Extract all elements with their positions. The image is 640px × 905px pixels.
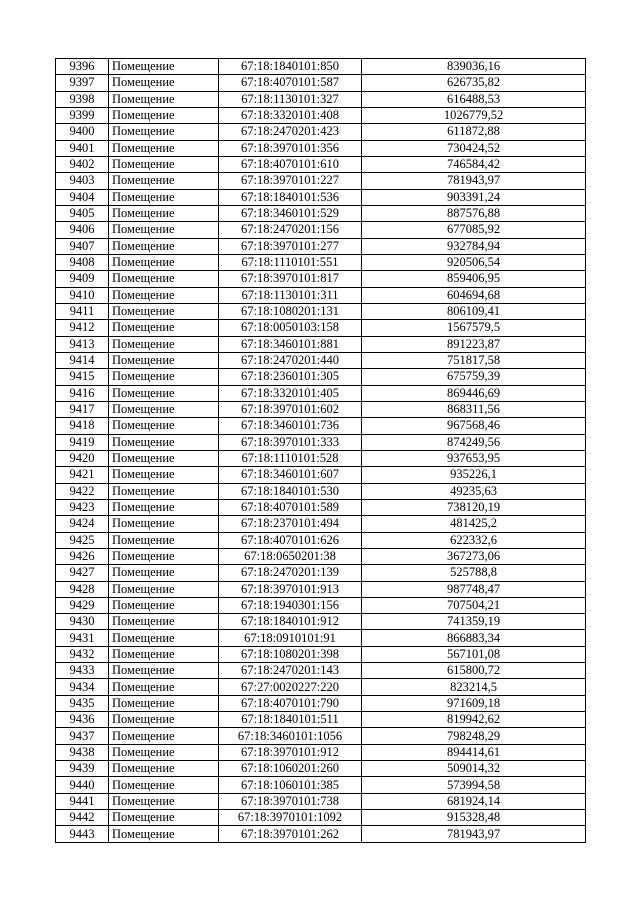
object-type-cell: Помещение (109, 467, 219, 483)
object-type-cell: Помещение (109, 254, 219, 270)
table-row (56, 695, 586, 711)
table-row (56, 728, 586, 744)
row-number-cell: 9441 (56, 793, 109, 809)
table-row (56, 712, 586, 728)
table-row (56, 124, 586, 140)
table-row (56, 516, 586, 532)
object-type-cell: Помещение (109, 336, 219, 352)
cadastral-number-cell: 67:18:1940301:156 (219, 597, 362, 613)
cadastral-value-cell: 626735,82 (362, 75, 586, 91)
row-number-cell: 9434 (56, 679, 109, 695)
property-registry-table (55, 58, 586, 843)
table-row (56, 59, 586, 75)
cadastral-number-cell: 67:18:4070101:587 (219, 75, 362, 91)
object-type-cell: Помещение (109, 532, 219, 548)
row-number-cell: 9426 (56, 548, 109, 564)
row-number-cell: 9397 (56, 75, 109, 91)
table-row (56, 663, 586, 679)
table-row (56, 434, 586, 450)
cadastral-number-cell: 67:18:3970101:277 (219, 238, 362, 254)
row-number-cell: 9406 (56, 222, 109, 238)
object-type-cell: Помещение (109, 483, 219, 499)
cadastral-number-cell: 67:18:1060101:385 (219, 777, 362, 793)
cadastral-number-cell: 67:27:0020227:220 (219, 679, 362, 695)
object-type-cell: Помещение (109, 548, 219, 564)
table-row (56, 565, 586, 581)
cadastral-number-cell: 67:18:1130101:327 (219, 91, 362, 107)
object-type-cell: Помещение (109, 663, 219, 679)
object-type-cell: Помещение (109, 222, 219, 238)
table-row (56, 777, 586, 793)
table-row (56, 810, 586, 826)
cadastral-number-cell: 67:18:3970101:912 (219, 744, 362, 760)
row-number-cell: 9420 (56, 450, 109, 466)
cadastral-number-cell: 67:18:2360101:305 (219, 369, 362, 385)
object-type-cell: Помещение (109, 156, 219, 172)
row-number-cell: 9432 (56, 646, 109, 662)
object-type-cell: Помещение (109, 303, 219, 319)
object-type-cell: Помещение (109, 565, 219, 581)
cadastral-value-cell: 738120,19 (362, 499, 586, 515)
cadastral-value-cell: 839036,16 (362, 59, 586, 75)
cadastral-number-cell: 67:18:1080201:131 (219, 303, 362, 319)
row-number-cell: 9407 (56, 238, 109, 254)
object-type-cell: Помещение (109, 679, 219, 695)
cadastral-number-cell: 67:18:3970101:227 (219, 173, 362, 189)
cadastral-number-cell: 67:18:2470201:156 (219, 222, 362, 238)
row-number-cell: 9417 (56, 401, 109, 417)
table-row (56, 271, 586, 287)
cadastral-value-cell: 481425,2 (362, 516, 586, 532)
row-number-cell: 9416 (56, 385, 109, 401)
row-number-cell: 9435 (56, 695, 109, 711)
cadastral-number-cell: 67:18:1840101:912 (219, 614, 362, 630)
cadastral-number-cell: 67:18:3460101:736 (219, 418, 362, 434)
object-type-cell: Помещение (109, 352, 219, 368)
object-type-cell: Помещение (109, 385, 219, 401)
cadastral-number-cell: 67:18:2370101:494 (219, 516, 362, 532)
row-number-cell: 9443 (56, 826, 109, 842)
row-number-cell: 9400 (56, 124, 109, 140)
cadastral-number-cell: 67:18:3970101:817 (219, 271, 362, 287)
table-row (56, 352, 586, 368)
cadastral-value-cell: 573994,58 (362, 777, 586, 793)
row-number-cell: 9402 (56, 156, 109, 172)
cadastral-value-cell: 707504,21 (362, 597, 586, 613)
cadastral-number-cell: 67:18:2470201:423 (219, 124, 362, 140)
cadastral-value-cell: 894414,61 (362, 744, 586, 760)
object-type-cell: Помещение (109, 761, 219, 777)
table-row (56, 238, 586, 254)
row-number-cell: 9442 (56, 810, 109, 826)
object-type-cell: Помещение (109, 205, 219, 221)
cadastral-number-cell: 67:18:3970101:913 (219, 581, 362, 597)
cadastral-value-cell: 903391,24 (362, 189, 586, 205)
object-type-cell: Помещение (109, 728, 219, 744)
cadastral-number-cell: 67:18:1840101:511 (219, 712, 362, 728)
row-number-cell: 9409 (56, 271, 109, 287)
cadastral-number-cell: 67:18:2470201:143 (219, 663, 362, 679)
cadastral-number-cell: 67:18:3460101:607 (219, 467, 362, 483)
table-row (56, 205, 586, 221)
cadastral-value-cell: 622332,6 (362, 532, 586, 548)
row-number-cell: 9430 (56, 614, 109, 630)
cadastral-value-cell: 798248,29 (362, 728, 586, 744)
row-number-cell: 9401 (56, 140, 109, 156)
cadastral-number-cell: 67:18:4070101:626 (219, 532, 362, 548)
cadastral-number-cell: 67:18:4070101:610 (219, 156, 362, 172)
cadastral-number-cell: 67:18:3320101:405 (219, 385, 362, 401)
cadastral-number-cell: 67:18:1840101:536 (219, 189, 362, 205)
cadastral-number-cell: 67:18:1060201:260 (219, 761, 362, 777)
cadastral-value-cell: 746584,42 (362, 156, 586, 172)
object-type-cell: Помещение (109, 614, 219, 630)
cadastral-value-cell: 615800,72 (362, 663, 586, 679)
registry-table-body (56, 59, 586, 843)
table-row (56, 401, 586, 417)
table-row (56, 548, 586, 564)
object-type-cell: Помещение (109, 91, 219, 107)
cadastral-value-cell: 859406,95 (362, 271, 586, 287)
cadastral-value-cell: 1567579,5 (362, 320, 586, 336)
cadastral-value-cell: 367273,06 (362, 548, 586, 564)
cadastral-value-cell: 751817,58 (362, 352, 586, 368)
object-type-cell: Помещение (109, 238, 219, 254)
cadastral-value-cell: 971609,18 (362, 695, 586, 711)
object-type-cell: Помещение (109, 826, 219, 842)
cadastral-number-cell: 67:18:1110101:528 (219, 450, 362, 466)
table-row (56, 450, 586, 466)
object-type-cell: Помещение (109, 75, 219, 91)
object-type-cell: Помещение (109, 744, 219, 760)
row-number-cell: 9408 (56, 254, 109, 270)
cadastral-value-cell: 567101,08 (362, 646, 586, 662)
cadastral-value-cell: 741359,19 (362, 614, 586, 630)
cadastral-value-cell: 819942,62 (362, 712, 586, 728)
cadastral-value-cell: 509014,32 (362, 761, 586, 777)
cadastral-value-cell: 49235,63 (362, 483, 586, 499)
row-number-cell: 9423 (56, 499, 109, 515)
object-type-cell: Помещение (109, 810, 219, 826)
table-row (56, 336, 586, 352)
row-number-cell: 9428 (56, 581, 109, 597)
cadastral-number-cell: 67:18:1110101:551 (219, 254, 362, 270)
object-type-cell: Помещение (109, 124, 219, 140)
cadastral-value-cell: 937653,95 (362, 450, 586, 466)
row-number-cell: 9418 (56, 418, 109, 434)
table-row (56, 369, 586, 385)
object-type-cell: Помещение (109, 59, 219, 75)
row-number-cell: 9412 (56, 320, 109, 336)
table-row (56, 646, 586, 662)
row-number-cell: 9410 (56, 287, 109, 303)
table-row (56, 679, 586, 695)
cadastral-value-cell: 967568,46 (362, 418, 586, 434)
cadastral-number-cell: 67:18:0910101:91 (219, 630, 362, 646)
table-row (56, 156, 586, 172)
table-row (56, 385, 586, 401)
table-row (56, 254, 586, 270)
cadastral-value-cell: 987748,47 (362, 581, 586, 597)
cadastral-value-cell: 915328,48 (362, 810, 586, 826)
object-type-cell: Помещение (109, 450, 219, 466)
cadastral-number-cell: 67:18:3970101:1092 (219, 810, 362, 826)
row-number-cell: 9436 (56, 712, 109, 728)
cadastral-value-cell: 823214,5 (362, 679, 586, 695)
row-number-cell: 9427 (56, 565, 109, 581)
table-row (56, 107, 586, 123)
table-row (56, 140, 586, 156)
cadastral-value-cell: 681924,14 (362, 793, 586, 809)
object-type-cell: Помещение (109, 499, 219, 515)
table-row (56, 189, 586, 205)
row-number-cell: 9399 (56, 107, 109, 123)
cadastral-number-cell: 67:18:2470201:139 (219, 565, 362, 581)
cadastral-number-cell: 67:18:3970101:602 (219, 401, 362, 417)
object-type-cell: Помещение (109, 630, 219, 646)
table-row (56, 467, 586, 483)
object-type-cell: Помещение (109, 712, 219, 728)
table-row (56, 320, 586, 336)
row-number-cell: 9433 (56, 663, 109, 679)
object-type-cell: Помещение (109, 271, 219, 287)
row-number-cell: 9404 (56, 189, 109, 205)
row-number-cell: 9419 (56, 434, 109, 450)
cadastral-number-cell: 67:18:3460101:529 (219, 205, 362, 221)
row-number-cell: 9429 (56, 597, 109, 613)
table-row (56, 222, 586, 238)
cadastral-number-cell: 67:18:2470201:440 (219, 352, 362, 368)
row-number-cell: 9439 (56, 761, 109, 777)
row-number-cell: 9398 (56, 91, 109, 107)
row-number-cell: 9421 (56, 467, 109, 483)
cadastral-number-cell: 67:18:3460101:881 (219, 336, 362, 352)
cadastral-number-cell: 67:18:1840101:850 (219, 59, 362, 75)
object-type-cell: Помещение (109, 107, 219, 123)
table-row (56, 744, 586, 760)
table-row (56, 597, 586, 613)
cadastral-value-cell: 887576,88 (362, 205, 586, 221)
object-type-cell: Помещение (109, 401, 219, 417)
cadastral-number-cell: 67:18:1130101:311 (219, 287, 362, 303)
row-number-cell: 9415 (56, 369, 109, 385)
table-row (56, 614, 586, 630)
table-row (56, 418, 586, 434)
cadastral-value-cell: 677085,92 (362, 222, 586, 238)
object-type-cell: Помещение (109, 777, 219, 793)
cadastral-value-cell: 891223,87 (362, 336, 586, 352)
table-row (56, 793, 586, 809)
cadastral-number-cell: 67:18:4070101:589 (219, 499, 362, 515)
row-number-cell: 9396 (56, 59, 109, 75)
cadastral-value-cell: 730424,52 (362, 140, 586, 156)
cadastral-number-cell: 67:18:1080201:398 (219, 646, 362, 662)
cadastral-number-cell: 67:18:3970101:356 (219, 140, 362, 156)
row-number-cell: 9438 (56, 744, 109, 760)
table-row (56, 581, 586, 597)
object-type-cell: Помещение (109, 287, 219, 303)
object-type-cell: Помещение (109, 418, 219, 434)
table-row (56, 826, 586, 842)
object-type-cell: Помещение (109, 793, 219, 809)
cadastral-value-cell: 874249,56 (362, 434, 586, 450)
cadastral-value-cell: 781943,97 (362, 826, 586, 842)
table-row (56, 483, 586, 499)
table-row (56, 630, 586, 646)
row-number-cell: 9440 (56, 777, 109, 793)
cadastral-value-cell: 868311,56 (362, 401, 586, 417)
table-row (56, 303, 586, 319)
row-number-cell: 9431 (56, 630, 109, 646)
table-row (56, 499, 586, 515)
table-row (56, 761, 586, 777)
object-type-cell: Помещение (109, 581, 219, 597)
cadastral-value-cell: 869446,69 (362, 385, 586, 401)
cadastral-value-cell: 675759,39 (362, 369, 586, 385)
object-type-cell: Помещение (109, 597, 219, 613)
table-row (56, 173, 586, 189)
cadastral-value-cell: 604694,68 (362, 287, 586, 303)
object-type-cell: Помещение (109, 646, 219, 662)
table-row (56, 91, 586, 107)
cadastral-number-cell: 67:18:3970101:738 (219, 793, 362, 809)
cadastral-number-cell: 67:18:3970101:262 (219, 826, 362, 842)
object-type-cell: Помещение (109, 695, 219, 711)
object-type-cell: Помещение (109, 140, 219, 156)
object-type-cell: Помещение (109, 434, 219, 450)
row-number-cell: 9413 (56, 336, 109, 352)
cadastral-number-cell: 67:18:0050103:158 (219, 320, 362, 336)
row-number-cell: 9424 (56, 516, 109, 532)
cadastral-number-cell: 67:18:3460101:1056 (219, 728, 362, 744)
table-row (56, 75, 586, 91)
cadastral-number-cell: 67:18:3320101:408 (219, 107, 362, 123)
cadastral-number-cell: 67:18:0650201:38 (219, 548, 362, 564)
cadastral-value-cell: 806109,41 (362, 303, 586, 319)
cadastral-value-cell: 935226,1 (362, 467, 586, 483)
row-number-cell: 9414 (56, 352, 109, 368)
row-number-cell: 9405 (56, 205, 109, 221)
cadastral-value-cell: 1026779,52 (362, 107, 586, 123)
cadastral-number-cell: 67:18:1840101:530 (219, 483, 362, 499)
cadastral-number-cell: 67:18:3970101:333 (219, 434, 362, 450)
object-type-cell: Помещение (109, 369, 219, 385)
cadastral-value-cell: 611872,88 (362, 124, 586, 140)
cadastral-value-cell: 866883,34 (362, 630, 586, 646)
object-type-cell: Помещение (109, 189, 219, 205)
row-number-cell: 9411 (56, 303, 109, 319)
cadastral-value-cell: 616488,53 (362, 91, 586, 107)
cadastral-value-cell: 920506,54 (362, 254, 586, 270)
table-row (56, 532, 586, 548)
cadastral-value-cell: 781943,97 (362, 173, 586, 189)
row-number-cell: 9425 (56, 532, 109, 548)
row-number-cell: 9437 (56, 728, 109, 744)
object-type-cell: Помещение (109, 516, 219, 532)
row-number-cell: 9403 (56, 173, 109, 189)
cadastral-value-cell: 525788,8 (362, 565, 586, 581)
object-type-cell: Помещение (109, 173, 219, 189)
cadastral-value-cell: 932784,94 (362, 238, 586, 254)
row-number-cell: 9422 (56, 483, 109, 499)
object-type-cell: Помещение (109, 320, 219, 336)
cadastral-number-cell: 67:18:4070101:790 (219, 695, 362, 711)
table-row (56, 287, 586, 303)
